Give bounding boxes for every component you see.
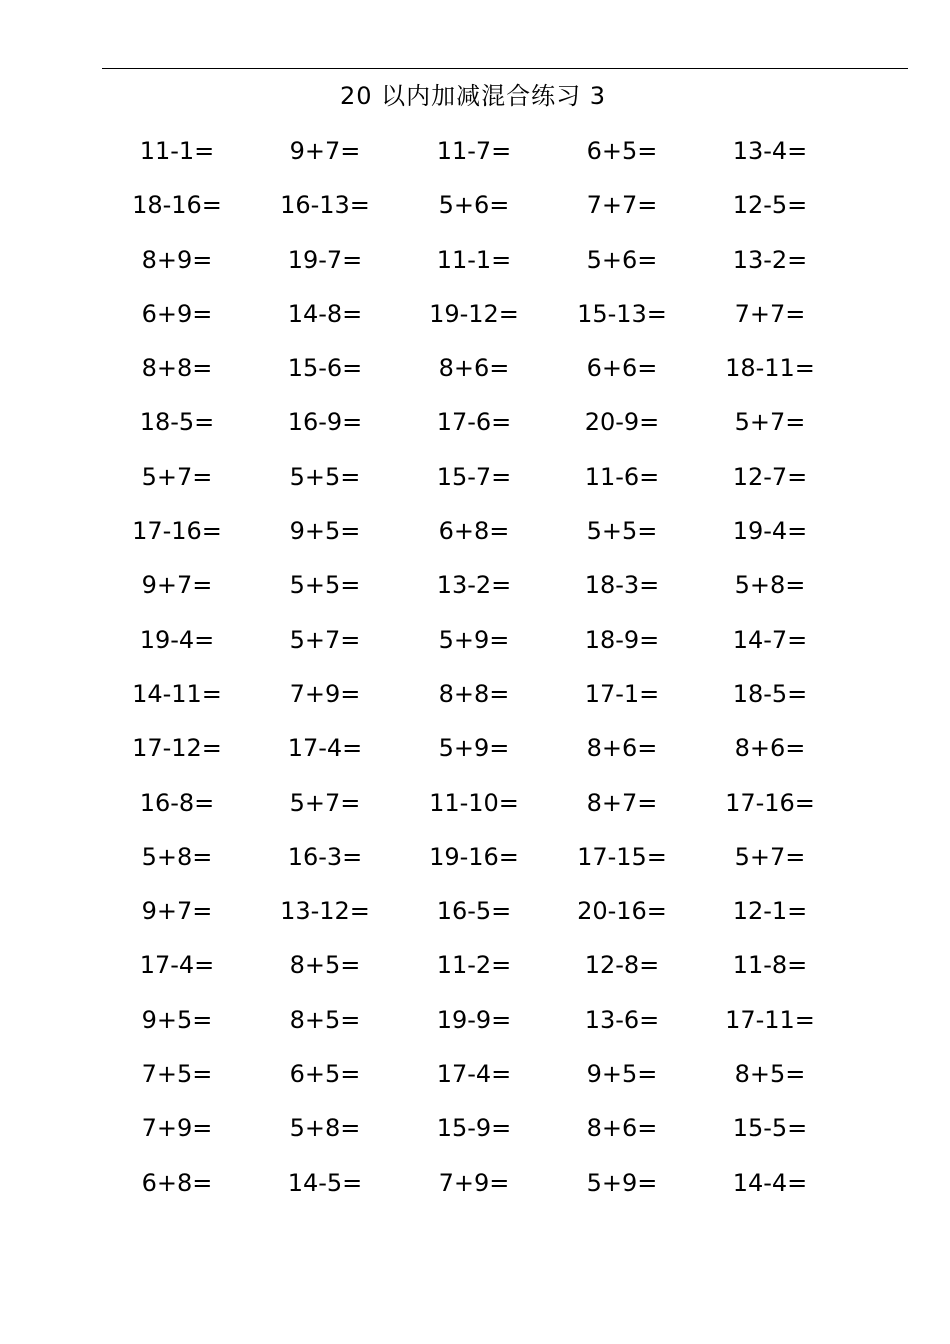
math-problem: 11-8= [732, 951, 808, 980]
math-problem: 17-15= [577, 842, 667, 871]
math-problem: 5+7= [734, 842, 806, 871]
math-problem: 18-9= [584, 625, 660, 654]
math-problem: 5+7= [141, 462, 213, 491]
math-problem: 8+8= [141, 354, 213, 383]
math-problem: 12-5= [732, 191, 808, 220]
problem-row [0, 233, 950, 287]
math-problem: 5+6= [438, 191, 510, 220]
math-problem: 8+5= [734, 1060, 806, 1089]
math-problem: 18-3= [584, 571, 660, 600]
math-problem: 8+6= [586, 734, 658, 763]
math-problem: 9+5= [289, 517, 361, 546]
math-problem: 7+5= [141, 1060, 213, 1089]
math-problem: 20-16= [577, 897, 667, 926]
math-problem: 19-4= [732, 517, 808, 546]
math-problem: 17-16= [132, 517, 222, 546]
math-problem: 5+5= [289, 462, 361, 491]
math-problem: 8+9= [141, 245, 213, 274]
math-problem: 18-11= [725, 354, 815, 383]
math-problem: 12-8= [584, 951, 660, 980]
math-problem: 15-5= [732, 1114, 808, 1143]
problem-row [0, 1101, 950, 1155]
math-problem: 5+7= [289, 625, 361, 654]
math-problem: 5+7= [289, 788, 361, 817]
math-problem: 5+5= [289, 571, 361, 600]
problem-row [0, 450, 950, 504]
math-problem: 17-16= [725, 788, 815, 817]
math-problem: 19-9= [436, 1005, 512, 1034]
math-problem: 8+5= [289, 1005, 361, 1034]
math-problem: 19-4= [139, 625, 215, 654]
problem-row [0, 504, 950, 558]
problem-row [0, 287, 950, 341]
math-problem: 15-7= [436, 462, 512, 491]
math-problem: 6+9= [141, 299, 213, 328]
math-problem: 20-9= [584, 408, 660, 437]
math-problem: 5+9= [438, 734, 510, 763]
math-problem: 16-13= [280, 191, 370, 220]
math-problem: 8+6= [734, 734, 806, 763]
math-problem: 17-12= [132, 734, 222, 763]
math-problem: 11-7= [436, 137, 512, 165]
math-problem: 17-4= [139, 951, 215, 980]
problem-row [0, 124, 950, 178]
math-problem: 8+6= [438, 354, 510, 383]
math-problem: 7+9= [141, 1114, 213, 1143]
math-problem: 16-8= [139, 788, 215, 817]
math-problem: 9+7= [141, 897, 213, 926]
math-problem: 8+5= [289, 951, 361, 980]
math-problem: 6+5= [289, 1060, 361, 1089]
math-problem: 5+5= [586, 517, 658, 546]
math-problem: 16-9= [287, 408, 363, 437]
math-problem: 19-12= [429, 299, 519, 328]
math-problem: 19-16= [429, 842, 519, 871]
math-problem: 18-5= [732, 679, 808, 708]
math-problem: 6+6= [586, 354, 658, 383]
math-problem: 11-1= [139, 137, 215, 165]
math-problem: 8+6= [586, 1114, 658, 1143]
math-problem: 12-1= [732, 897, 808, 926]
problem-row [0, 341, 950, 395]
problem-row [0, 613, 950, 667]
math-problem: 11-1= [436, 245, 512, 274]
math-problem: 17-4= [287, 734, 363, 763]
math-problem: 9+7= [141, 571, 213, 600]
math-problem: 14-8= [287, 299, 363, 328]
math-problem: 12-7= [732, 462, 808, 491]
problem-row [0, 1047, 950, 1101]
math-problem: 5+8= [734, 571, 806, 600]
math-problem: 13-2= [436, 571, 512, 600]
math-problem: 13-6= [584, 1005, 660, 1034]
math-problem: 5+6= [586, 245, 658, 274]
math-problem: 7+7= [734, 299, 806, 328]
math-problem: 16-5= [436, 897, 512, 926]
math-problem: 5+8= [141, 842, 213, 871]
math-problem: 11-10= [429, 788, 519, 817]
math-problem: 18-5= [139, 408, 215, 437]
math-problem: 13-4= [732, 137, 808, 165]
math-problem: 8+8= [438, 679, 510, 708]
problem-row [0, 1156, 950, 1210]
math-problem: 17-6= [436, 408, 512, 437]
problem-row [0, 178, 950, 232]
math-problem: 19-7= [287, 245, 363, 274]
math-problem: 15-13= [577, 299, 667, 328]
math-problem: 7+9= [289, 679, 361, 708]
math-problem: 14-11= [132, 679, 222, 708]
math-problem: 7+9= [438, 1168, 510, 1197]
math-problem: 11-6= [584, 462, 660, 491]
math-problem: 15-6= [287, 354, 363, 383]
problem-row [0, 395, 950, 449]
math-problem: 5+9= [586, 1168, 658, 1197]
math-problem: 9+5= [141, 1005, 213, 1034]
math-problem: 14-7= [732, 625, 808, 654]
math-problem: 13-12= [280, 897, 370, 926]
math-problem: 5+7= [734, 408, 806, 437]
header-rule [102, 68, 908, 69]
problem-row [0, 776, 950, 830]
math-problem: 7+7= [586, 191, 658, 220]
problem-row [0, 667, 950, 721]
worksheet-title: 20 以内加减混合练习 3 [339, 82, 607, 110]
math-problem: 5+9= [438, 625, 510, 654]
problem-row [0, 993, 950, 1047]
math-problem: 14-5= [287, 1168, 363, 1197]
math-problem: 17-11= [725, 1005, 815, 1034]
problem-row [0, 884, 950, 938]
math-problem: 18-16= [132, 191, 222, 220]
math-problem: 8+7= [586, 788, 658, 817]
math-problem: 16-3= [287, 842, 363, 871]
problem-row [0, 721, 950, 775]
problem-row [0, 558, 950, 612]
math-problem: 14-4= [732, 1168, 808, 1197]
math-problem: 15-9= [436, 1114, 512, 1143]
problem-grid [0, 124, 950, 1210]
math-problem: 17-4= [436, 1060, 512, 1089]
math-problem: 9+5= [586, 1060, 658, 1089]
math-problem: 11-2= [436, 951, 512, 980]
math-problem: 6+8= [141, 1168, 213, 1197]
math-problem: 13-2= [732, 245, 808, 274]
math-problem: 6+8= [438, 517, 510, 546]
math-problem: 9+7= [289, 137, 361, 165]
math-problem: 17-1= [584, 679, 660, 708]
problem-row [0, 830, 950, 884]
math-problem: 5+8= [289, 1114, 361, 1143]
problem-row [0, 938, 950, 992]
math-problem: 6+5= [586, 137, 658, 165]
